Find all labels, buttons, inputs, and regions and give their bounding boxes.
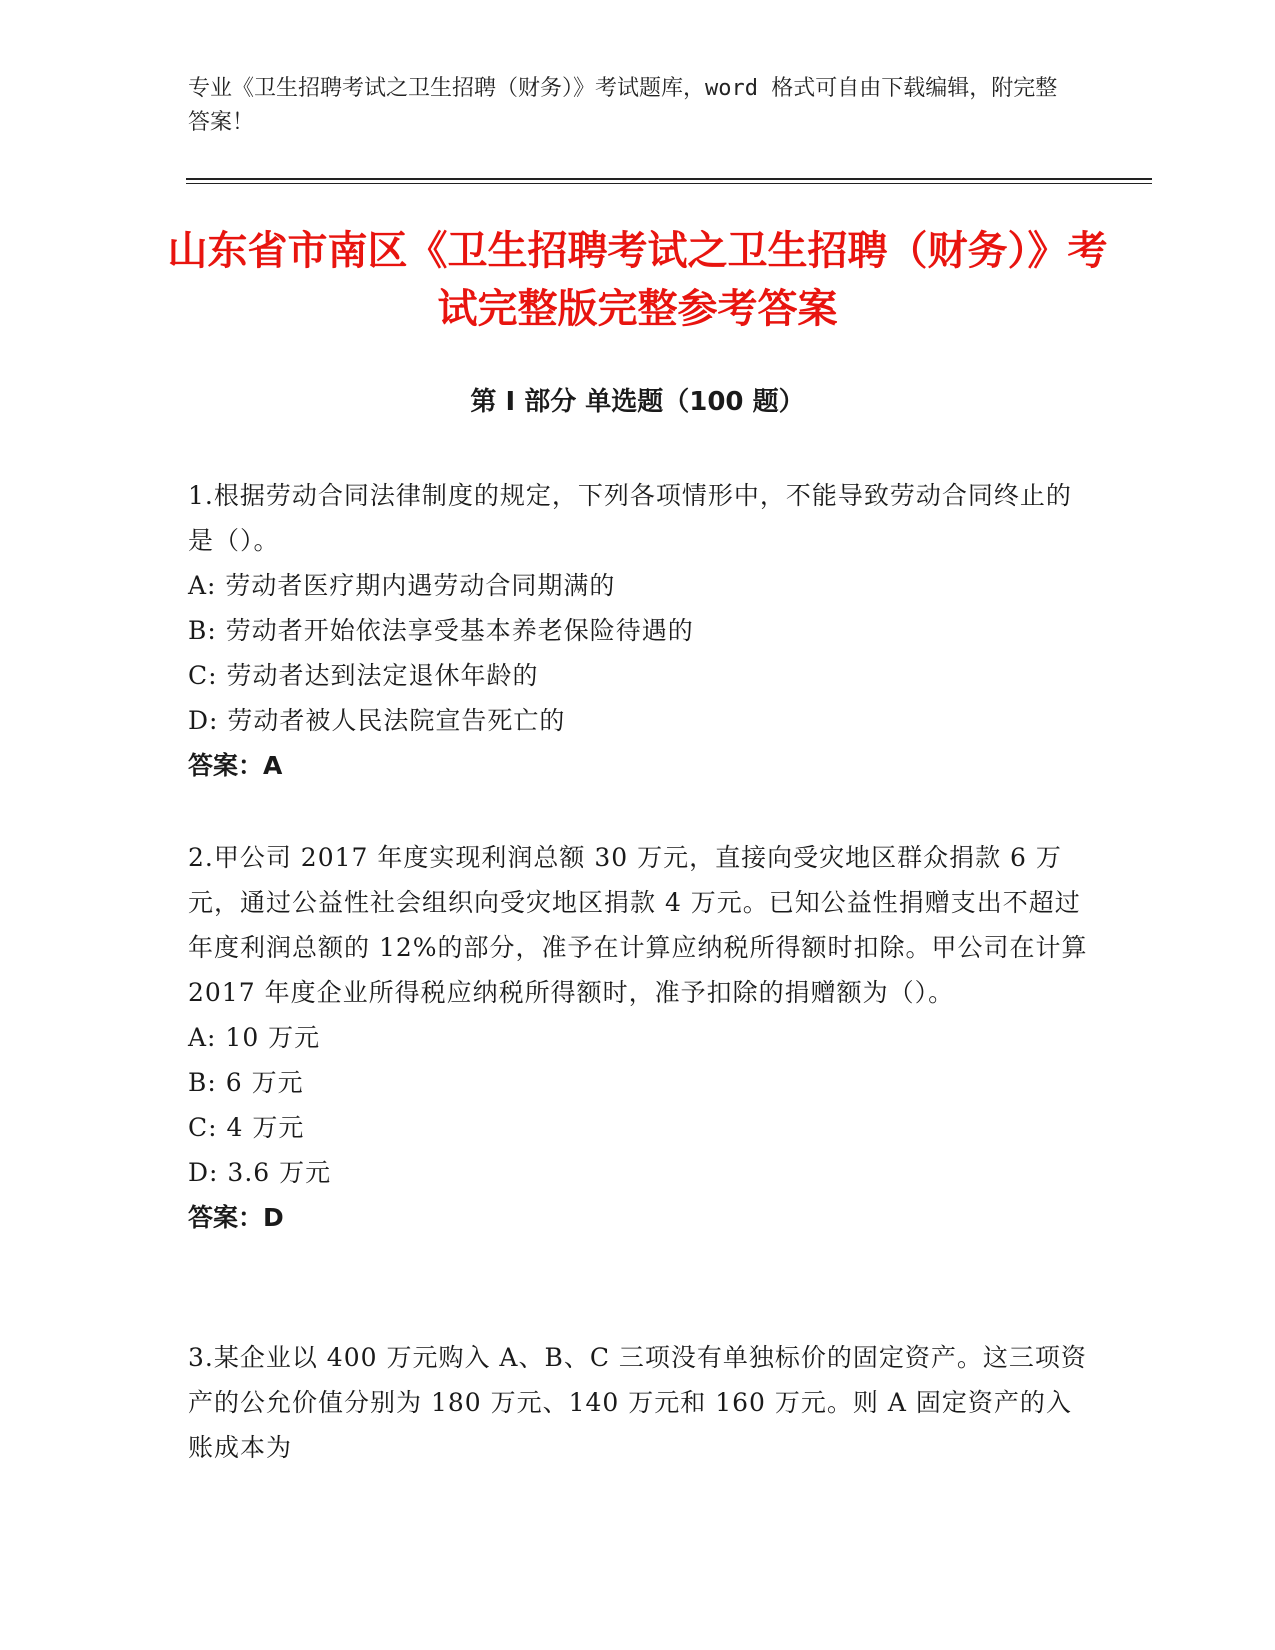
answer: 答案：D xyxy=(188,1203,284,1232)
document-title: 山东省市南区《卫生招聘考试之卫生招聘（财务）》考试完整版完整参考答案 xyxy=(167,228,1108,332)
option-a: A: 劳动者医疗期内遇劳动合同期满的 xyxy=(188,571,616,600)
question-stem: 3.某企业以 400 万元购入 A、B、C 三项没有单独标价的固定资产。这三项资产的公允价值分别为 180 万元、140 万元和 160 万元。则 A 固定资产的入账成本为 xyxy=(188,1343,1087,1462)
question-stem: 1.根据劳动合同法律制度的规定，下列各项情形中，不能导致劳动合同终止的是（）。 xyxy=(188,481,1072,555)
option-a: A: 10 万元 xyxy=(188,1023,321,1052)
option-d: D: 3.6 万元 xyxy=(188,1158,332,1187)
option-b: B: 劳动者开始依法享受基本养老保险待遇的 xyxy=(188,616,694,645)
question-stem: 2.甲公司 2017 年度实现利润总额 30 万元，直接向受灾地区群众捐款 6 万元，通过公益性社会组织向受灾地区捐款 4 万元。已知公益性捐赠支出不超过年度利润总额的 12%的部分，准予在计算应纳税所得额时扣除。甲公司在计算 2017 年度企业所得税应纳税所得额时，准予扣除的捐赠额为（）。 xyxy=(188,843,1088,1007)
option-c: C: 4 万元 xyxy=(188,1113,305,1142)
header-divider-thin xyxy=(186,183,1152,184)
header-divider xyxy=(186,178,1152,180)
option-b: B: 6 万元 xyxy=(188,1068,304,1097)
question-1 xyxy=(188,473,1088,788)
question-2 xyxy=(188,835,1088,1240)
section-heading: 第 I 部分 单选题（100 题） xyxy=(470,387,805,417)
option-d: D: 劳动者被人民法院宣告死亡的 xyxy=(188,706,566,735)
answer: 答案：A xyxy=(188,751,283,780)
option-c: C: 劳动者达到法定退休年龄的 xyxy=(188,661,539,690)
header-note: 专业《卫生招聘考试之卫生招聘（财务）》考试题库，word 格式可自由下载编辑，附完整答案！ xyxy=(188,76,1058,135)
question-3 xyxy=(188,1335,1088,1470)
